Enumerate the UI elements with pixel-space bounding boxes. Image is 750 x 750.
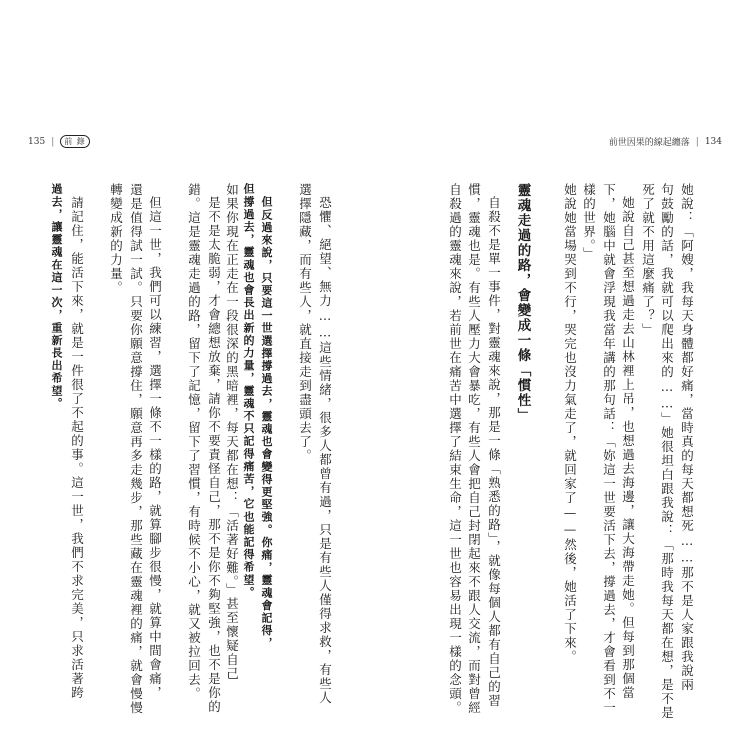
- text-column: 自殺不是單一事件，對靈魂來說，那是一條「熟悉的路」，就像每個人都有自己的習: [486, 196, 502, 708]
- text-column: 但這一世，我們可以練習，選擇一條不一樣的路，就算腳步很慢，就算中間會痛，: [147, 196, 163, 700]
- text-column: 錯。這是靈魂走過的路，留下了記憶，留下了習慣，有時候不小心，就又被拉回去。: [186, 183, 202, 701]
- text-column: 是不是太脆弱，才會總想放棄，請你不要責怪自己，那不是你不夠堅強，也不是你的: [206, 196, 222, 714]
- text-column: 轉變成新的力量。: [108, 183, 124, 295]
- right-page-header: [609, 135, 722, 148]
- text-column: 請記住，能活下來，就是一件很了不起的事。這一世，我們不求完美，只求活著跨: [69, 196, 85, 700]
- text-column: 樣的世界。」: [581, 183, 597, 261]
- text-column: 她說自己甚至想過走去山林裡上吊，也想過去海邊，讓大海帶走她。但每到那個當: [620, 196, 636, 700]
- text-column: 選擇隱藏，而有些人，就直接走到盡頭去了。: [297, 183, 313, 463]
- left-page-number: 135: [28, 136, 46, 147]
- emphasis-column: 過去，讓靈魂在這一次，重新長出希望。: [50, 183, 63, 410]
- text-column: 下，她腦中就會浮現我當年講的那句話：「妳這一世要活下去，撐過去，才會看到不一: [601, 183, 617, 715]
- section-heading: 靈魂走過的路，會變成一條「慣性」: [514, 183, 531, 423]
- text-column: 死了就不用這麼痛了？」: [640, 183, 656, 337]
- text-column: 自殺過的靈魂來說，若前世在痛苦中選擇了結束生命，這一世也容易出現一樣的念頭。: [447, 183, 463, 715]
- text-column: 還是值得試一試。只要你願意撐住，願意再多走幾步，那些藏在靈魂裡的痛，就會慢慢: [128, 183, 144, 715]
- emphasis-column: 但反過來說，只要這一世選擇撐過去，靈魂也會變得更堅強。你痛，靈魂會記得，: [260, 196, 273, 650]
- header-separator: |: [51, 136, 55, 147]
- right-page-number: 134: [704, 136, 722, 147]
- text-column: 慣，靈魂也是。有些人壓力大會暴吃，有些人會把自己封閉起來不跟人交流，而對曾經: [466, 183, 482, 715]
- running-title: 前世因果的線起纏落: [608, 138, 690, 148]
- text-column: 她說：「阿嫂，我每天身體都好痛，當時真的每天都想死……那不是人家跟我說兩: [679, 183, 695, 692]
- text-column: 她說她當場哭到不行，哭完也沒力氣走了，就回家了——然後，她活了下來。: [562, 183, 578, 664]
- left-page-header: [28, 135, 90, 148]
- header-separator: |: [695, 136, 699, 147]
- text-column: 句鼓勵的話，我就可以爬出來的……」她很坦白跟我說：「那時我每天都在想，是不是: [659, 183, 675, 720]
- chapter-badge: 前 錄: [60, 135, 90, 148]
- emphasis-column: 但撐過去，靈魂也會長出新的力量，靈魂不只記得痛苦，它也能記得希望。: [242, 183, 255, 599]
- text-column: 如果你現在正走在一段很深的黑暗裡，每天都在想：「活著好難。」甚至懷疑自己: [224, 183, 240, 681]
- text-column: 恐懼、絕望、無力……這些情緒，很多人都曾有過，只是有些人僅得求救，有些人: [317, 196, 333, 705]
